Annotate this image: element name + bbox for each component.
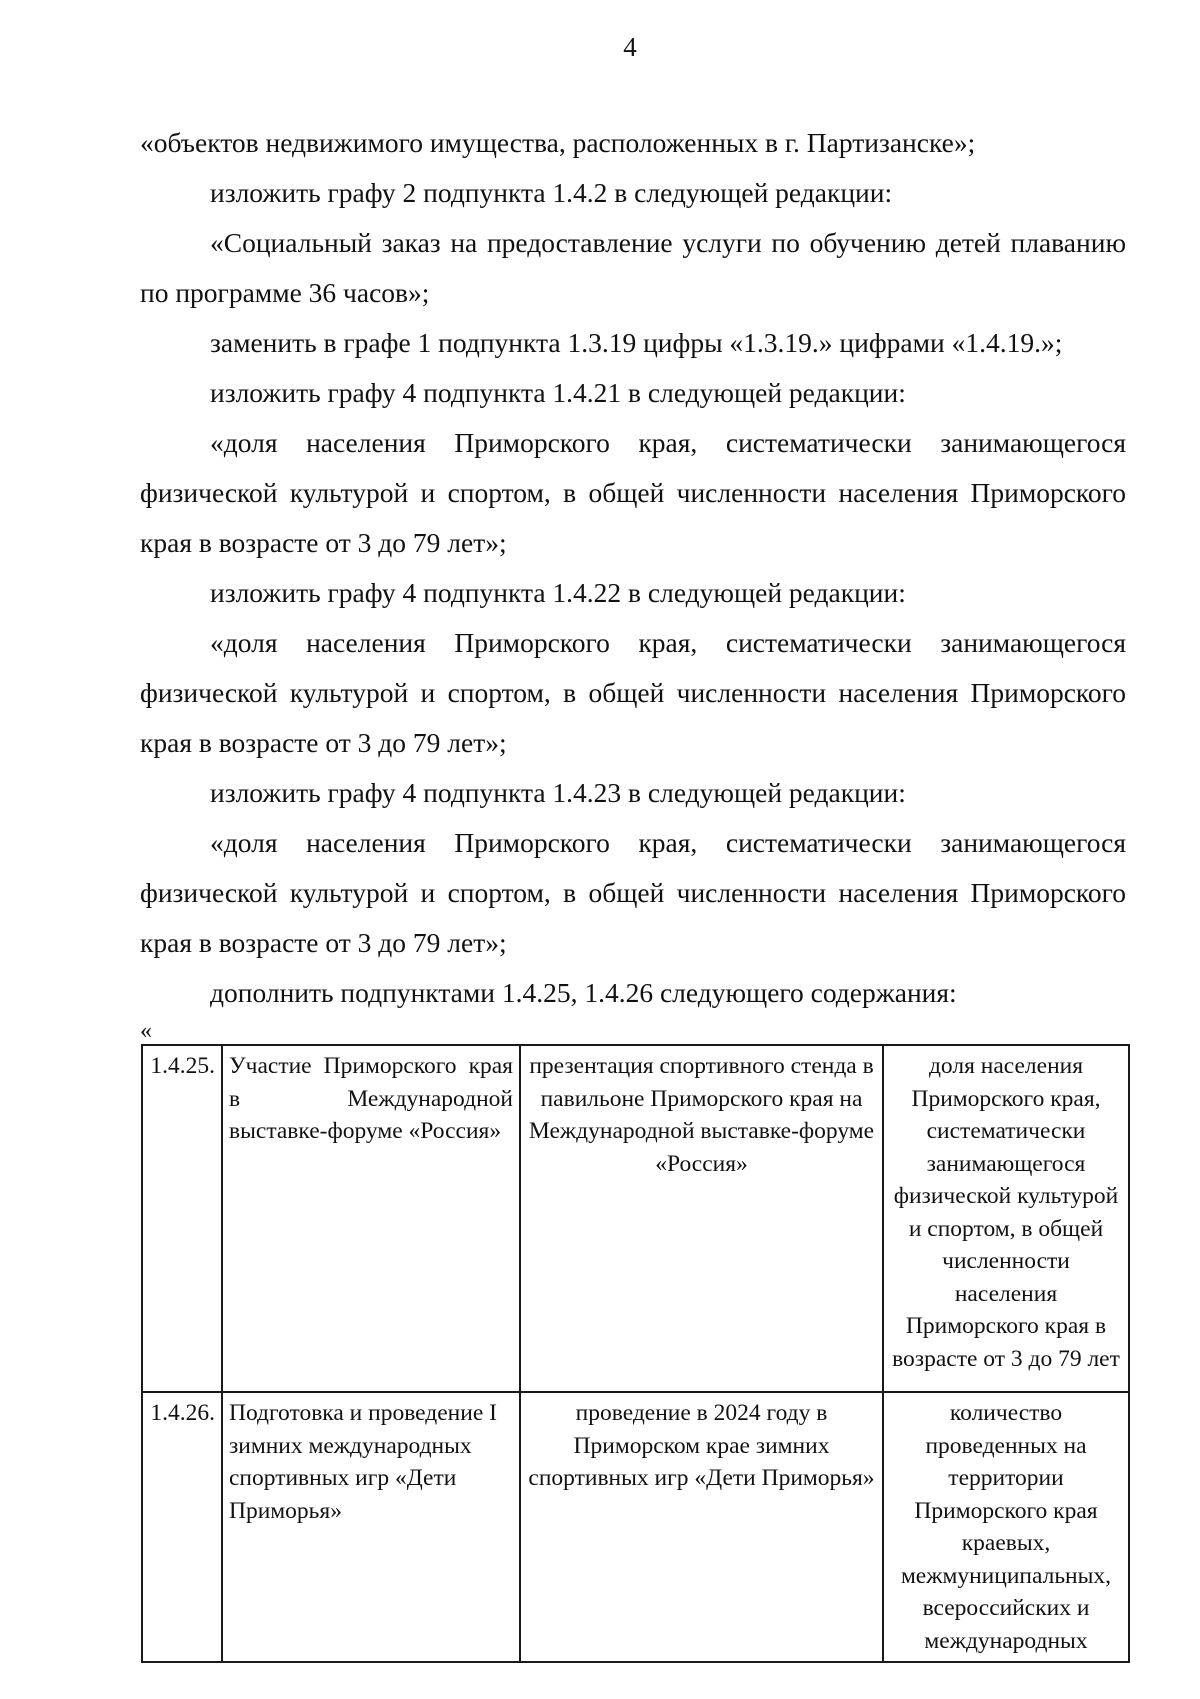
- table-row: [142, 1392, 1129, 1662]
- table-open-quote: «: [140, 1018, 152, 1044]
- paragraph-quoted-text: «Социальный заказ на предоставление услуги по обучению детей плаванию по программе 36 часов»;: [140, 227, 1126, 308]
- indicator-cell: доля населения Приморского края, систематически занимающегося физической культурой и спортом, в общей численности населения Приморского края в возрасте от 3 до 79 лет: [883, 1045, 1129, 1392]
- measure-name-cell: Подготовка и проведение I зимних международных спортивных игр «Дети Приморья»: [222, 1392, 520, 1662]
- amendment-table: [141, 1044, 1130, 1663]
- paragraph-quoted-text: «доля населения Приморского края, систематически занимающегося физической культурой и спортом, в общей численности населения Приморского края в возрасте от 3 до 79 лет»;: [140, 827, 1126, 958]
- paragraph-quoted-text: «доля населения Приморского края, систематически занимающегося физической культурой и спортом, в общей численности населения Приморского края в возрасте от 3 до 79 лет»;: [140, 427, 1126, 558]
- page-number: 4: [623, 32, 637, 62]
- paragraph-instruction: изложить графу 4 подпункта 1.4.22 в следующей редакции:: [210, 577, 906, 608]
- paragraph-instruction: заменить в графе 1 подпункта 1.3.19 цифры «1.3.19.» цифрами «1.4.19.»;: [210, 327, 1063, 358]
- paragraph-quoted-text: «доля населения Приморского края, систематически занимающегося физической культурой и спортом, в общей численности населения Приморского края в возрасте от 3 до 79 лет»;: [140, 627, 1126, 758]
- measure-name-cell: Участие Приморского края в Международной выставке-форуме «Россия»: [222, 1045, 520, 1392]
- table-row: [142, 1045, 1129, 1392]
- paragraph-instruction: изложить графу 4 подпункта 1.4.21 в следующей редакции:: [210, 377, 906, 408]
- event-cell: презентация спортивного стенда в павильоне Приморского края на Международной выставке-форуме «Россия»: [520, 1045, 883, 1392]
- paragraph-instruction: изложить графу 2 подпункта 1.4.2 в следующей редакции:: [210, 177, 893, 208]
- row-number-cell: 1.4.26.: [142, 1392, 222, 1662]
- document-body: [140, 118, 1126, 1018]
- indicator-cell: количество проведенных на территории Приморского края краевых, межмуниципальных, всероссийских и международных: [883, 1392, 1129, 1662]
- paragraph-instruction: изложить графу 4 подпункта 1.4.23 в следующей редакции:: [210, 777, 906, 808]
- paragraph-instruction: дополнить подпунктами 1.4.25, 1.4.26 следующего содержания:: [210, 977, 957, 1008]
- paragraph-continuation: «объектов недвижимого имущества, расположенных в г. Партизанске»;: [140, 127, 976, 158]
- event-cell: проведение в 2024 году в Приморском крае зимних спортивных игр «Дети Приморья»: [520, 1392, 883, 1662]
- row-number-cell: 1.4.25.: [142, 1045, 222, 1392]
